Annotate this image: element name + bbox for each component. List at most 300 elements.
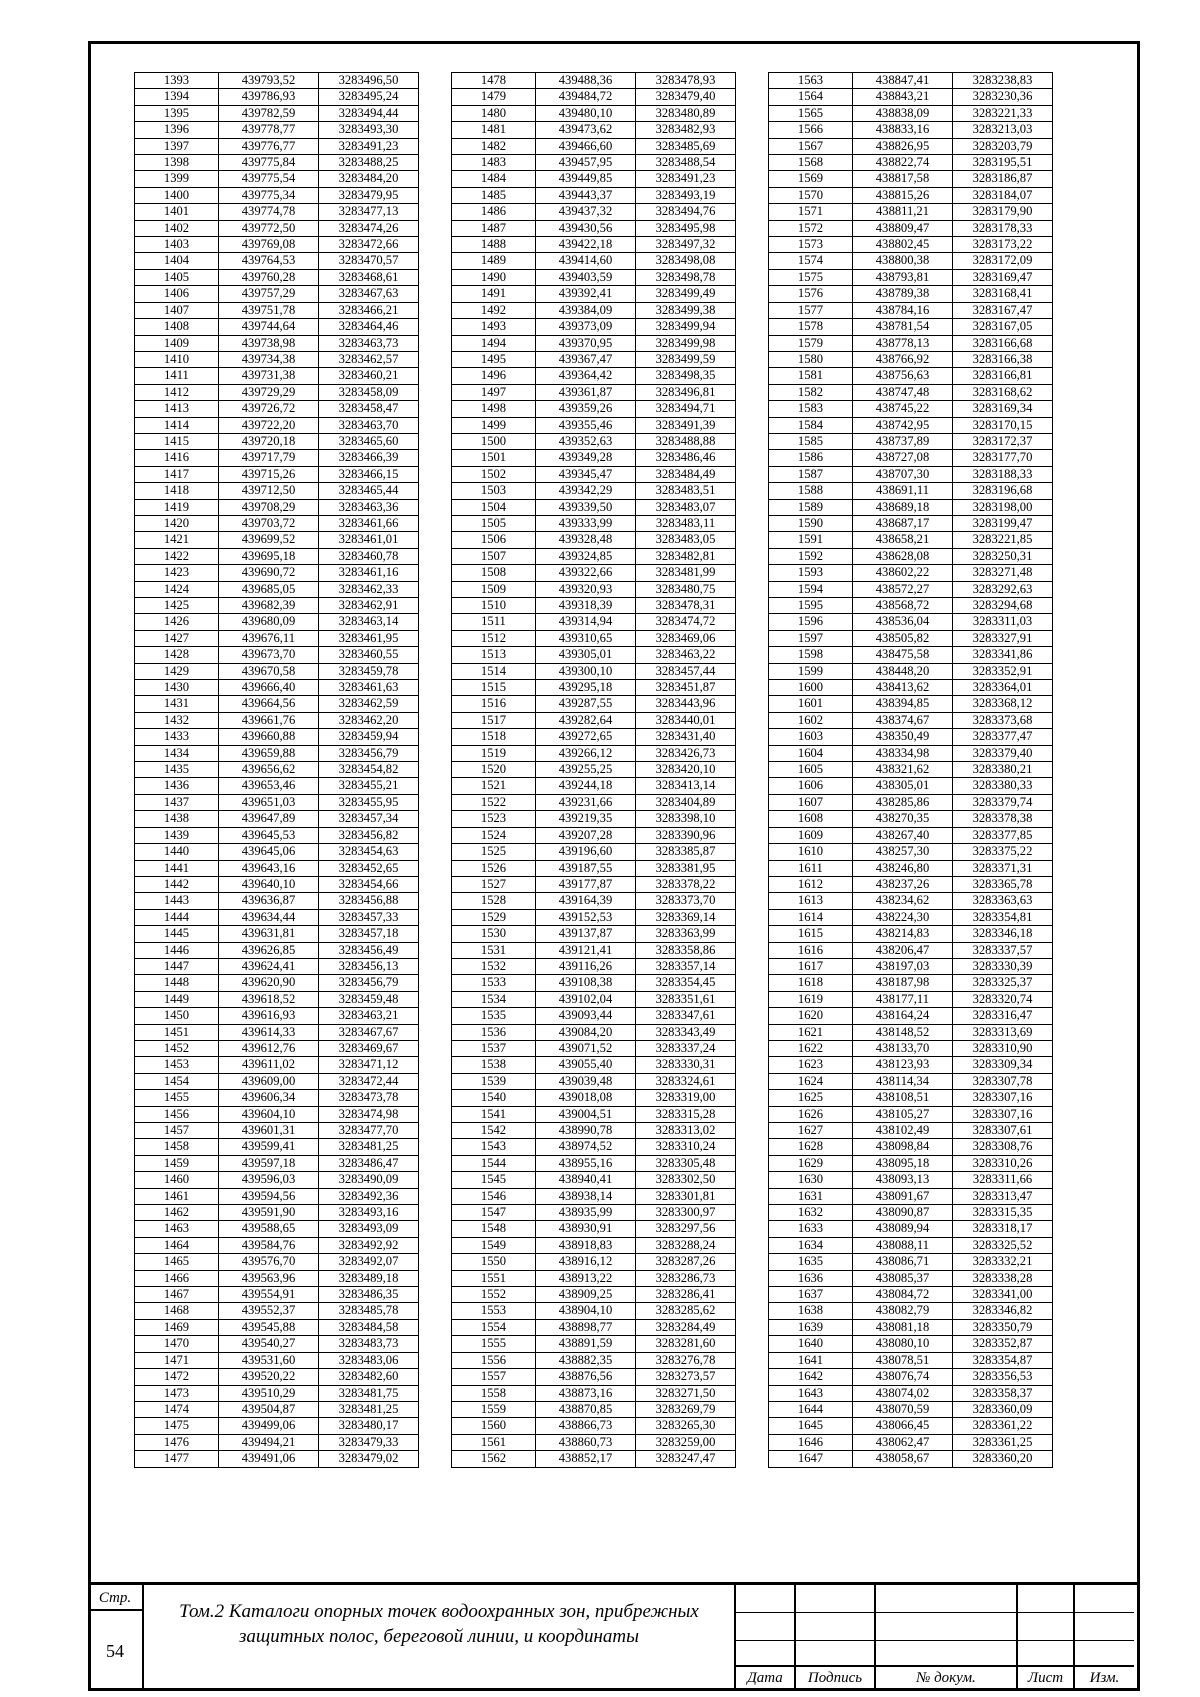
x-coordinate: 438882,35 [536,1352,636,1368]
y-coordinate: 3283352,87 [953,1336,1053,1352]
y-coordinate: 3283390,96 [636,827,736,843]
y-coordinate: 3283472,66 [319,237,419,253]
x-coordinate: 439664,56 [219,696,319,712]
table-row [135,319,419,335]
table-row [135,565,419,581]
x-coordinate: 439606,34 [219,1090,319,1106]
table-row [769,1106,1053,1122]
point-number: 1433 [135,729,219,745]
point-number: 1454 [135,1073,219,1089]
table-row [769,384,1053,400]
table-row [769,876,1053,892]
point-number: 1451 [135,1024,219,1040]
x-coordinate: 439491,06 [219,1451,319,1467]
y-coordinate: 3283461,16 [319,565,419,581]
table-row [135,1139,419,1155]
x-coordinate: 439776,77 [219,138,319,154]
point-number: 1569 [769,171,853,187]
point-number: 1437 [135,794,219,810]
table-row [135,1008,419,1024]
point-number: 1401 [135,204,219,220]
y-coordinate: 3283474,26 [319,220,419,236]
x-coordinate: 439584,76 [219,1237,319,1253]
point-number: 1432 [135,712,219,728]
table-row [452,1024,736,1040]
point-number: 1489 [452,253,536,269]
x-coordinate: 438687,17 [853,515,953,531]
table-row [452,515,736,531]
point-number: 1626 [769,1106,853,1122]
x-coordinate: 439611,02 [219,1057,319,1073]
x-coordinate: 438822,74 [853,155,953,171]
point-number: 1556 [452,1352,536,1368]
point-number: 1593 [769,565,853,581]
y-coordinate: 3283287,26 [636,1254,736,1270]
x-coordinate: 438817,58 [853,171,953,187]
x-coordinate: 438321,62 [853,762,953,778]
point-number: 1400 [135,187,219,203]
point-number: 1512 [452,630,536,646]
x-coordinate: 439645,53 [219,827,319,843]
point-number: 1587 [769,466,853,482]
y-coordinate: 3283483,07 [636,499,736,515]
x-coordinate: 438940,41 [536,1172,636,1188]
x-coordinate: 439563,96 [219,1270,319,1286]
table-row [452,876,736,892]
x-coordinate: 439361,87 [536,384,636,400]
x-coordinate: 439552,37 [219,1303,319,1319]
y-coordinate: 3283463,36 [319,499,419,515]
table-body [452,73,736,1468]
x-coordinate: 438058,67 [853,1451,953,1467]
x-coordinate: 438833,16 [853,122,953,138]
x-coordinate: 439466,60 [536,138,636,154]
table-row [452,1352,736,1368]
point-number: 1471 [135,1352,219,1368]
y-coordinate: 3283440,01 [636,712,736,728]
table-row [135,105,419,121]
point-number: 1503 [452,483,536,499]
table-row [769,794,1053,810]
x-coordinate: 439318,39 [536,598,636,614]
point-number: 1527 [452,876,536,892]
y-coordinate: 3283469,06 [636,630,736,646]
y-coordinate: 3283195,51 [953,155,1053,171]
point-number: 1520 [452,762,536,778]
y-coordinate: 3283286,73 [636,1270,736,1286]
point-number: 1634 [769,1237,853,1253]
point-number: 1645 [769,1418,853,1434]
y-coordinate: 3283357,14 [636,958,736,974]
y-coordinate: 3283377,47 [953,729,1053,745]
point-number: 1640 [769,1336,853,1352]
x-coordinate: 439647,89 [219,811,319,827]
point-number: 1490 [452,269,536,285]
point-number: 1428 [135,647,219,663]
y-coordinate: 3283479,95 [319,187,419,203]
x-coordinate: 439594,56 [219,1188,319,1204]
y-coordinate: 3283341,00 [953,1287,1053,1303]
x-coordinate: 439430,56 [536,220,636,236]
table-row [135,745,419,761]
x-coordinate: 438350,49 [853,729,953,745]
y-coordinate: 3283413,14 [636,778,736,794]
point-number: 1591 [769,532,853,548]
y-coordinate: 3283330,31 [636,1057,736,1073]
point-number: 1450 [135,1008,219,1024]
point-number: 1421 [135,532,219,548]
table-row [452,1369,736,1385]
change-column-label: Изм. [1089,1670,1120,1686]
x-coordinate: 439731,38 [219,368,319,384]
point-number: 1573 [769,237,853,253]
table-row [452,1303,736,1319]
y-coordinate: 3283483,11 [636,515,736,531]
y-coordinate: 3283480,89 [636,105,736,121]
x-coordinate: 438707,30 [853,466,953,482]
point-number: 1630 [769,1172,853,1188]
x-coordinate: 438602,22 [853,565,953,581]
table-row [769,1451,1053,1467]
y-coordinate: 3283169,47 [953,269,1053,285]
point-number: 1482 [452,138,536,154]
y-coordinate: 3283459,78 [319,663,419,679]
y-coordinate: 3283493,19 [636,187,736,203]
point-number: 1571 [769,204,853,220]
table-row [452,483,736,499]
y-coordinate: 3283481,99 [636,565,736,581]
y-coordinate: 3283325,37 [953,975,1053,991]
y-coordinate: 3283271,50 [636,1385,736,1401]
table-row [769,466,1053,482]
document-number-column-label: № докум. [916,1670,976,1686]
x-coordinate: 439715,26 [219,466,319,482]
y-coordinate: 3283420,10 [636,762,736,778]
y-coordinate: 3283479,40 [636,89,736,105]
point-number: 1425 [135,598,219,614]
x-coordinate: 438246,80 [853,860,953,876]
x-coordinate: 439744,64 [219,319,319,335]
x-coordinate: 439734,38 [219,351,319,367]
y-coordinate: 3283316,47 [953,1008,1053,1024]
point-number: 1518 [452,729,536,745]
y-coordinate: 3283495,98 [636,220,736,236]
point-number: 1563 [769,73,853,89]
table-row [135,499,419,515]
point-number: 1422 [135,548,219,564]
table-row [452,450,736,466]
table-row [135,220,419,236]
point-number: 1468 [135,1303,219,1319]
y-coordinate: 3283498,08 [636,253,736,269]
table-row [135,286,419,302]
y-coordinate: 3283460,78 [319,548,419,564]
table-row [769,893,1053,909]
y-coordinate: 3283463,70 [319,417,419,433]
y-coordinate: 3283459,94 [319,729,419,745]
x-coordinate: 438214,83 [853,926,953,942]
point-number: 1597 [769,630,853,646]
table-row [452,237,736,253]
x-coordinate: 439597,18 [219,1155,319,1171]
y-coordinate: 3283307,16 [953,1106,1053,1122]
point-number: 1508 [452,565,536,581]
y-coordinate: 3283221,33 [953,105,1053,121]
x-coordinate: 438811,21 [853,204,953,220]
y-coordinate: 3283484,20 [319,171,419,187]
y-coordinate: 3283481,25 [319,1139,419,1155]
x-coordinate: 438745,22 [853,401,953,417]
point-number: 1578 [769,319,853,335]
x-coordinate: 438658,21 [853,532,953,548]
table-row [769,975,1053,991]
table-row [135,926,419,942]
point-number: 1554 [452,1319,536,1335]
point-number: 1565 [769,105,853,121]
x-coordinate: 439604,10 [219,1106,319,1122]
y-coordinate: 3283458,09 [319,384,419,400]
x-coordinate: 439653,46 [219,778,319,794]
y-coordinate: 3283485,69 [636,138,736,154]
table-row [452,844,736,860]
x-coordinate: 439339,50 [536,499,636,515]
y-coordinate: 3283499,49 [636,286,736,302]
y-coordinate: 3283347,61 [636,1008,736,1024]
table-row [452,220,736,236]
x-coordinate: 438628,08 [853,548,953,564]
y-coordinate: 3283499,98 [636,335,736,351]
table-row [135,958,419,974]
y-coordinate: 3283499,94 [636,319,736,335]
point-number: 1610 [769,844,853,860]
x-coordinate: 439680,09 [219,614,319,630]
table-row [452,1057,736,1073]
x-coordinate: 439342,29 [536,483,636,499]
y-coordinate: 3283452,65 [319,860,419,876]
point-number: 1483 [452,155,536,171]
point-number: 1638 [769,1303,853,1319]
table-row [769,1205,1053,1221]
point-number: 1402 [135,220,219,236]
point-number: 1484 [452,171,536,187]
table-row [135,794,419,810]
table-row [135,401,419,417]
y-coordinate: 3283464,46 [319,319,419,335]
y-coordinate: 3283373,70 [636,893,736,909]
y-coordinate: 3283259,00 [636,1434,736,1450]
x-coordinate: 439164,39 [536,893,636,909]
table-row [769,1237,1053,1253]
table-row [769,1418,1053,1434]
y-coordinate: 3283337,24 [636,1040,736,1056]
x-coordinate: 439786,93 [219,89,319,105]
table-row [769,1336,1053,1352]
point-number: 1536 [452,1024,536,1040]
y-coordinate: 3283456,13 [319,958,419,974]
x-coordinate: 439703,72 [219,515,319,531]
point-number: 1525 [452,844,536,860]
y-coordinate: 3283459,48 [319,991,419,1007]
x-coordinate: 439039,48 [536,1073,636,1089]
x-coordinate: 438938,14 [536,1188,636,1204]
point-number: 1609 [769,827,853,843]
point-number: 1501 [452,450,536,466]
y-coordinate: 3283352,91 [953,663,1053,679]
point-number: 1491 [452,286,536,302]
x-coordinate: 439084,20 [536,1024,636,1040]
table-row [769,319,1053,335]
point-number: 1458 [135,1139,219,1155]
y-coordinate: 3283463,73 [319,335,419,351]
y-coordinate: 3283173,22 [953,237,1053,253]
point-number: 1399 [135,171,219,187]
x-coordinate: 439484,72 [536,89,636,105]
y-coordinate: 3283461,63 [319,680,419,696]
table-row [452,647,736,663]
y-coordinate: 3283463,21 [319,1008,419,1024]
x-coordinate: 439764,53 [219,253,319,269]
table-row [769,89,1053,105]
table-row [135,680,419,696]
table-row [769,105,1053,121]
y-coordinate: 3283368,12 [953,696,1053,712]
x-coordinate: 439177,87 [536,876,636,892]
y-coordinate: 3283491,39 [636,417,736,433]
table-row [135,335,419,351]
x-coordinate: 438747,48 [853,384,953,400]
x-coordinate: 439322,66 [536,565,636,581]
table-row [135,663,419,679]
y-coordinate: 3283458,47 [319,401,419,417]
point-number: 1552 [452,1287,536,1303]
table-row [452,1106,736,1122]
point-number: 1531 [452,942,536,958]
table-row [769,827,1053,843]
y-coordinate: 3283311,03 [953,614,1053,630]
y-coordinate: 3283466,39 [319,450,419,466]
x-coordinate: 438826,95 [853,138,953,154]
y-coordinate: 3283354,87 [953,1352,1053,1368]
y-coordinate: 3283469,67 [319,1040,419,1056]
table-row [135,1106,419,1122]
point-number: 1639 [769,1319,853,1335]
table-row [769,1123,1053,1139]
y-coordinate: 3283271,48 [953,565,1053,581]
x-coordinate: 438727,08 [853,450,953,466]
point-number: 1603 [769,729,853,745]
table-row [135,778,419,794]
y-coordinate: 3283480,17 [319,1418,419,1434]
x-coordinate: 439255,25 [536,762,636,778]
point-number: 1559 [452,1401,536,1417]
table-row [452,138,736,154]
point-number: 1577 [769,302,853,318]
x-coordinate: 438568,72 [853,598,953,614]
table-row [769,1188,1053,1204]
point-number: 1429 [135,663,219,679]
point-number: 1632 [769,1205,853,1221]
x-coordinate: 439328,48 [536,532,636,548]
point-number: 1586 [769,450,853,466]
page-label: Стр. [98,1590,132,1606]
point-number: 1526 [452,860,536,876]
y-coordinate: 3283498,78 [636,269,736,285]
x-coordinate: 439656,62 [219,762,319,778]
y-coordinate: 3283472,44 [319,1073,419,1089]
table-row [769,187,1053,203]
point-number: 1575 [769,269,853,285]
table-row [135,73,419,89]
table-row [452,401,736,417]
point-number: 1585 [769,433,853,449]
point-number: 1423 [135,565,219,581]
y-coordinate: 3283313,47 [953,1188,1053,1204]
y-coordinate: 3283454,66 [319,876,419,892]
point-number: 1408 [135,319,219,335]
table-row [452,548,736,564]
x-coordinate: 439676,11 [219,630,319,646]
table-row [452,1221,736,1237]
x-coordinate: 439504,87 [219,1401,319,1417]
x-coordinate: 438870,85 [536,1401,636,1417]
point-number: 1485 [452,187,536,203]
y-coordinate: 3283273,57 [636,1369,736,1385]
x-coordinate: 439367,47 [536,351,636,367]
x-coordinate: 439121,41 [536,942,636,958]
x-coordinate: 438105,27 [853,1106,953,1122]
table-row [452,1073,736,1089]
x-coordinate: 439137,87 [536,926,636,942]
y-coordinate: 3283456,79 [319,745,419,761]
y-coordinate: 3283462,59 [319,696,419,712]
x-coordinate: 438091,67 [853,1188,953,1204]
x-coordinate: 439219,35 [536,811,636,827]
table-row [452,1205,736,1221]
y-coordinate: 3283313,69 [953,1024,1053,1040]
table-row [769,1024,1053,1040]
y-coordinate: 3283338,28 [953,1270,1053,1286]
y-coordinate: 3283308,76 [953,1139,1053,1155]
x-coordinate: 439488,36 [536,73,636,89]
x-coordinate: 439576,70 [219,1254,319,1270]
point-number: 1564 [769,89,853,105]
point-number: 1420 [135,515,219,531]
point-number: 1493 [452,319,536,335]
x-coordinate: 439660,88 [219,729,319,745]
table-row [769,680,1053,696]
table-row [135,1221,419,1237]
point-number: 1467 [135,1287,219,1303]
y-coordinate: 3283456,88 [319,893,419,909]
point-number: 1442 [135,876,219,892]
table-row [135,1451,419,1467]
table-row [452,73,736,89]
table-row [452,598,736,614]
y-coordinate: 3283455,95 [319,794,419,810]
table-row [769,926,1053,942]
table-row [452,433,736,449]
table-row [135,122,419,138]
y-coordinate: 3283496,81 [636,384,736,400]
x-coordinate: 439712,50 [219,483,319,499]
y-coordinate: 3283265,30 [636,1418,736,1434]
x-coordinate: 438095,18 [853,1155,953,1171]
y-coordinate: 3283457,18 [319,926,419,942]
point-number: 1615 [769,926,853,942]
y-coordinate: 3283276,78 [636,1352,736,1368]
point-number: 1473 [135,1385,219,1401]
y-coordinate: 3283179,90 [953,204,1053,220]
